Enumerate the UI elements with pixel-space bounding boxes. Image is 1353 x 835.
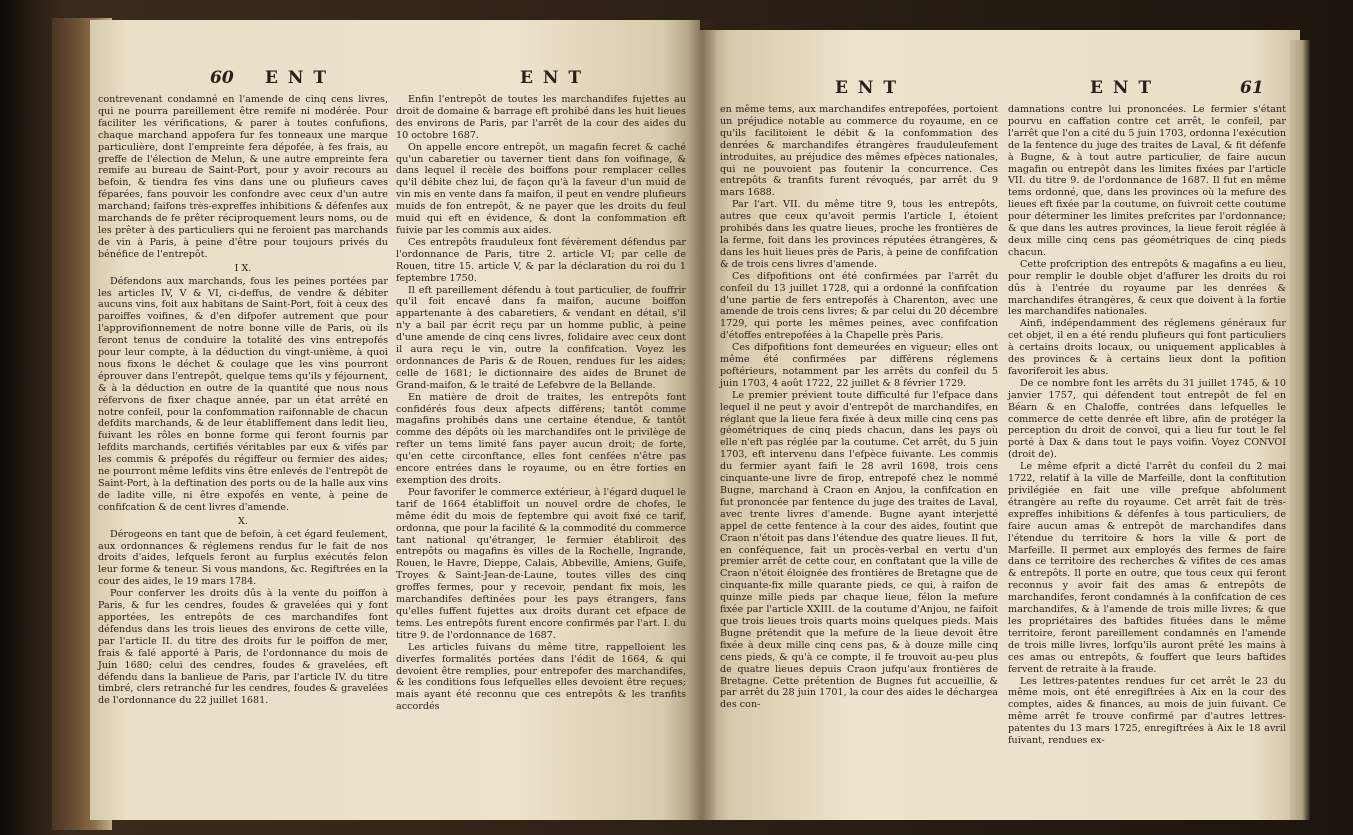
paragraph: Pour conferver les droits dûs à la vente du poiffon à Paris, & fur les cendres, foudes & gravelées qui y font apportées, les entrepôts de ces marchandifes font défendus dans les trois lieues des environs de cette ville, par l'article II. du titre des droits fur le poiffon de mer, frais & falé apporté à Paris, de l'ordonnance du mois de Juin 1680; celui des cendres, foudes & gravelées, eft défendu dans la banlieue de Paris, par l'article IV. du titre timbré, clers retranché fur les cendres, foudes & gravelées de l'ordonnance du 22 juillet 1681. [98,588,388,707]
right-column-2 [1008,104,1286,747]
left-page [90,20,700,820]
paragraph: On appelle encore entrepôt, un magafin fecret & caché qu'un cabaretier ou taverner tient dans fon voifinage, & dans lequel il recèle des boiffons pour remplacer celles qu'il débite chez lui, de façon qu'à la faveur d'un muid de vin mis en vente dans fa maifon, il peut en vendre plufieurs muids de fon entrepôt, & ne payer que les droits du feul muid qui eft en évidence, & dont la confommation eft fuivie par les commis aux aides. [396,141,686,236]
right-column-1 [720,104,998,711]
right-page-number: 61 [1240,78,1264,98]
section-heading: X. [238,515,248,527]
paragraph: en même tems, aux marchandifes entrepofées, portoient un préjudice notable au commerce du royaume, en ce qu'ils facilitoient le débit & la confommation des denrées & marchandifes étrangères frauduleufement introduites, au préjudice des mêmes efpèces nationales, qui ne pouvoient pas foutenir la concurrence. Ces entrepôts & tranfits furent révoqués, par arrêt du 9 mars 1688. [720,104,998,199]
paragraph: De ce nombre font les arrêts du 31 juillet 1745, & 10 janvier 1757, qui défendent tout entrepôt de fel en Béarn & en Chaloffe, contrées dans lefquelles le commerce de cette denrée eft libre, afin de protéger la perception du droit de convoi, qui a lieu fur tout le fel porté à Dax & dans tout le pays voifin. Voyez CONVOI (droit de). [1008,377,1286,461]
left-header-col1: E N T [265,68,328,88]
paragraph: Ces difpofitions ont été confirmées par l'arrêt du confeil du 13 juillet 1728, qui a ordonné la confifcation d'une partie de fers entrepofés à Charenton, avec une amende de trois cens livres; & par celui du 20 décembre 1729, qui porte les mêmes peines, avec confifcation d'étoffes entrepofées à la Chapelle près Paris. [720,270,998,342]
section-heading: I X. [234,262,252,274]
paragraph: Enfin l'entrepôt de toutes les marchandifes fujettes au droit de domaine & barrage eft prohibé dans les huit lieues des environs de Paris, par l'arrêt de la cour des aides du 10 octobre 1687. [396,94,686,141]
paragraph: Les lettres-patentes rendues fur cet arrêt le 23 du même mois, ont été enregiftrées à Aix en la cour des comptes, aides & finances, au mois de juin fuivant. Ce même arrêt fe trouve confirmé par d'autres lettres-patentes du 13 mars 1725, enregiftrées à Aix le 18 avril fuivant, rendues ex- [1008,675,1286,747]
paragraph: Dérogeons en tant que de befoin, à cet égard feulement, aux ordonnances & réglemens rendus fur le fait de nos droits d'aides, lefquels feront au furplus exécutés felon leur forme & teneur. Si vous mandons, &c. Regiftrées en la cour des aides, le 19 mars 1784. [98,528,388,588]
paragraph: Défendons aux marchands, fous les peines portées par les articles IV, V & VI, ci-deffus, de vendre & débiter aucuns vins, foit aux habitans de Saint-Port, foit à ceux des paroiffes voifines, & d'en difpofer autrement que pour l'approvifionnement de notre bonne ville de Paris, où ils feront tenus de conduire la totalité des vins entrepofés pour leur compte, à la déduction du vingt-unième, à quoi nous fixons le déchet & coulage que les vins pourront éprouver dans l'entrepôt, quelque tems qu'ils y féjournent, & à la déduction en outre de la quantité que nous nous réfervons de fixer chaque année, par un état arrêté en notre confeil, pour la confommation raifonnable de chacun defdits marchands, & de leur établiffement dans ledit lieu, fuivant les rôles en bonne forme qui feront fournis par lefdits marchands, certifiés véritables par eux & vifés par les commis & prépofés du régiffeur ou fermier des aides; ne pourront même lefdits vins être enlevés de l'entrepôt de Saint-Port, à la deftination des ports ou de la halle aux vins de ladite ville, ni être expofés en vente, à peine de confifcation & de cent livres d'amende. [98,275,388,513]
paragraph: Le même efprit a dicté l'arrêt du confeil du 2 mai 1722, relatif à la ville de Marfeille, dont la conftitution privilégiée en fait une ville prefque abfolument étrangère au refte du royaume. Cet arrêt fait de très-expreffes inhibitions & défenfes à tous particuliers, de faire aucun amas & entrepôt de marchandifes dans l'étendue du territoire & hors la ville & port de Marfeille. Il permet aux employés des fermes de faire dans ce territoire des recherches & vifites de ces amas & entrepôts. Il porte en outre, que tous ceux qui feront reconnus y avoir fait des amas & entrepôts de marchandifes, feront condamnés à la confifcation de ces marchandifes, & à l'amende de trois mille livres; & que les propriétaires des baftides fituées dans le même territoire, feront pareillement condamnés en l'amende de trois mille livres, lorfqu'ils auront prêté les mains à ces amas ou entrepôts, & fouffert que leurs baftides fervent de retraite à la fraude. [1008,461,1286,675]
paragraph: Pour favorifer le commerce extérieur, à l'égard duquel le tarif de 1664 établiffoit un nouvel ordre de chofes, le même édit du mois de feptembre qui avoit fixé ce tarif, ordonna, que pour la facilité & la commodité du commerce tant national qu'étranger, le fermier établiroit des entrepôts ou magafins ès villes de la Rochelle, Ingrande, Rouen, le Havre, Dieppe, Calais, Abbeville, Amiens, Guife, Troyes & Saint-Jean-de-Laune, toutes villes des cinq groffes fermes, pour y recevoir, pendant fix mois, les marchandifes deftinées pour les pays étrangers, fans qu'elles fuffent fujettes aux droits durant cet efpace de tems. Les entrepôts furent encore confirmés par l'art. I. du titre 9. de l'ordonnance de 1687. [396,486,686,641]
left-column-2 [396,94,686,713]
left-page-number: 60 [210,68,234,88]
paragraph: En matière de droit de traites, les entrepôts font confidérés fous deux afpects différens; tantôt comme magafins prohibés dans une certaine étendue, & tantôt comme des dépôts où les marchandifes ont le privilège de refter un tems limité fans payer aucun droit; de forte, qu'en cette circonftance, elles font cenfées n'être pas encore entrées dans le royaume, ou en être forties en exemption des droits. [396,391,686,486]
right-header-col2: E N T [1090,78,1153,98]
paragraph: Il eft pareillement défendu à tout particulier, de fouffrir qu'il foit encavé dans fa maifon, aucune boiffon appartenante à des cabaretiers, & vendant en détail, s'il n'y a bail par écrit reçu par un homme public, à peine d'une amende de cinq cens livres, folidaire avec ceux dont il aura reçu le vin, outre la confifcation. Voyez les ordonnances de Paris & de Rouen, rendues fur les aides; celle de 1681; le dictionnaire des aides de Brunet de Grand-maifon, & le traité de Lefebvre de la Bellande. [396,284,686,391]
left-column-1 [98,94,388,707]
right-header-col1: E N T [835,78,898,98]
paragraph: Par l'art. VII. du même titre 9, tous les entrepôts, autres que ceux qu'avoit permis l'article I, étoient prohibés dans les quatre lieues, proche les frontières de la ferme, foit dans les provinces réputées étrangères, & dans les huit lieues près de Paris, à peine de confifcation & de trois cens livres d'amende. [720,199,998,270]
paragraph: contrevenant condamné en l'amende de cinq cens livres, qui ne pourra pareillement être remife ni modérée. Pour faciliter les vérifications, & parer à toutes confufions, chaque marchand appofera fur fes tonneaux une marque particulière, dont l'empreinte fera dépofée, à fes frais, au greffe de l'élection de Melun, & une autre empreinte fera remife au bureau de Saint-Port, pour y avoir recours au befoin, & tiendra fes vins dans une ou plufieurs caves féparées, fans pouvoir les confondre avec ceux d'un autre marchand; faifons très-expreffes inhibitions & défenfes aux marchands de fe prêter réciproquement leurs noms, ou de les prêter à des particuliers qui ne feroient pas marchands de vin à Paris, à peine d'être pour toujours privés du bénéfice de l'entrepôt. [98,94,388,260]
book-gutter [688,20,718,820]
right-page [700,30,1300,820]
paragraph: Cette profcription des entrepôts & magafins a eu lieu, pour remplir le double objet d'affurer les droits du roi dûs à l'entrée du royaume par les denrées & marchandifes étrangères, & ceux que doivent à la fortie les marchandifes nationales. [1008,258,1286,318]
paragraph: Ces entrepôts frauduleux font févèrement défendus par l'ordonnance de Paris, titre 2. article VI; par celle de Rouen, titre 15. article V, & par la déclaration du roi du 1 feptembre 1750. [396,236,686,284]
left-header-col2: E N T [520,68,583,88]
paragraph: Ainfi, indépendamment des réglemens généraux fur cet objet, il en a été rendu plufieurs qui font particuliers à certains droits locaux, ou uniquement applicables à des provinces & à certains lieux dont la pofition favoriferoit les abus. [1008,318,1286,377]
paragraph: Ces difpofitions font demeurées en vigueur; elles ont même été confirmées par différens réglemens poftérieurs, notamment par les arrêts du confeil du 5 juin 1703, 4 août 1722, 22 juillet & 8 février 1729. [720,342,998,389]
paragraph: damnations contre lui prononcées. Le fermier s'étant pourvu en caffation contre cet arrêt, le confeil, par l'arrêt que l'on a cité du 5 juin 1703, ordonna l'exécution de la fentence du juge des traites de Laval, & fit défenfe à Bugne, & à tout autre particulier, de faire aucun magafin ou entrepôt dans les limites fixées par l'article VII. du titre 9. de l'ordonnance de 1687. Il fut en même tems ordonné, que, dans les provinces où la mefure des lieues eft fixée par la coutume, on fuivroit cette coutume pour déterminer les limites prefcrites par l'ordonnance; & que dans les autres provinces, la lieue feroit réglée à deux mille cinq cens pas géométriques de cinq pieds chacun. [1008,104,1286,258]
page-edges-right [1290,40,1310,820]
paragraph: Les articles fuivans du même titre, rappelloient les diverfes formalités portées dans l'édit de 1664, & qui devoient être remplies, pour entrepofer des marchandifes, & les conditions fous lefquelles elles devoient être reçues; mais ayant été reconnu que ces entrepôts & les tranfits accordés [396,641,686,713]
paragraph: Le premier prévient toute difficulté fur l'efpace dans lequel il ne peut y avoir d'entrepôt de marchandifes, en réglant que la lieue fera fixée à deux mille cinq cens pas géométriques de cinq pieds chacun, dans les pays où elle n'eft pas réglée par la coutume. Cet arrêt, du 5 juin 1703, eft intervenu dans l'efpèce fuivante. Les commis du fermier ayant faifi le 28 avril 1698, trois cens cinquante-une livre de firop, entrepofé chez le nommé Bugne, marchand à Craon en Anjou, la confifcation en fut prononcée par fentence du juge des traites de Laval, avec trente livres d'amende. Bugne ayant interjetté appel de cette fentence à la cour des aides, foutint que Craon n'étoit pas dans l'étendue des quatre lieues. Il fut, en conféquence, fait un procès-verbal en vertu d'un premier arrêt de cette cour, en conftatant que la ville de Craon n'étoit éloignée des frontières de Bretagne que de cinquante-fix mille quarante pieds, ce qui, à raifon de quinze mille pieds par chaque lieue, félon la mefure fixée par l'article XXIII. de la coutume d'Anjou, ne faifoit que trois lieues trois quarts moins quelques pieds. Mais Bugne prétendit que la mefure de la lieue devoit être fixée à deux mille cinq cens pas, & à douze mille cinq cens pieds, & qu'à ce compte, il fe trouvoit au-peu plus de quatre lieues depuis Craon jufqu'aux frontières de Bretagne. Cette prétention de Bugnes fut accueillie, & par arrêt du 28 juin 1701, la cour des aides le déchargea des con- [720,389,998,711]
